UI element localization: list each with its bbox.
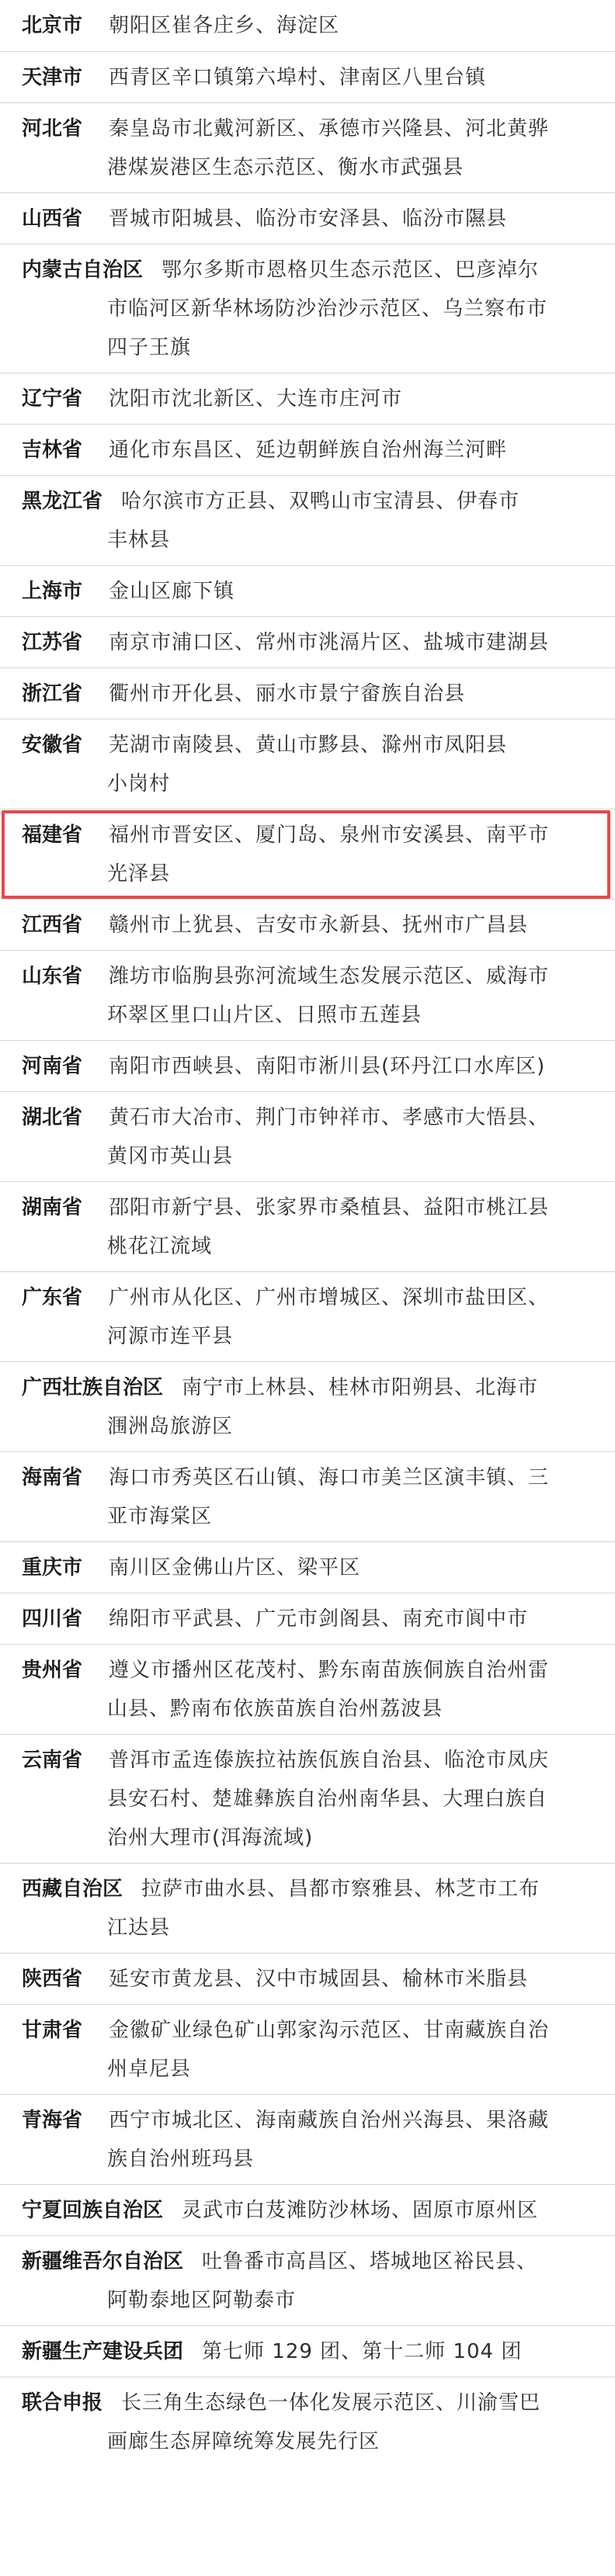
list-row [0, 2094, 615, 2184]
province-label: 安徽省 [22, 733, 83, 757]
province-label: 湖南省 [22, 1196, 83, 1219]
province-label: 辽宁省 [22, 387, 83, 411]
province-label: 新疆维吾尔自治区 [22, 2250, 184, 2273]
list-row [0, 1091, 615, 1181]
list-row [0, 616, 615, 667]
site-locations: 鄂尔多斯市恩格贝生态示范区、巴彦淖尔 市临河区新华林场防沙治沙示范区、乌兰察布市 四子王旗 [107, 258, 548, 359]
province-label: 吉林省 [22, 439, 83, 462]
list-row [0, 2184, 615, 2235]
province-label: 广西壮族自治区 [22, 1376, 164, 1399]
site-locations: 金山区廊下镇 [109, 580, 235, 603]
list-row [0, 1271, 615, 1361]
list-row [0, 1644, 615, 1734]
list-row [0, 475, 615, 565]
site-locations: 遵义市播州区花茂村、黔东南苗族侗族自治州雷 山县、黔南布依族苗族自治州荔波县 [107, 1659, 550, 1721]
list-row [0, 950, 615, 1040]
province-label: 内蒙古自治区 [22, 258, 144, 282]
list-row [0, 244, 615, 373]
list-row [0, 51, 615, 102]
province-label: 宁夏回族自治区 [22, 2199, 164, 2222]
site-locations: 福州市晋安区、厦门岛、泉州市安溪县、南平市 光泽县 [107, 823, 550, 886]
site-locations: 沈阳市沈北新区、大连市庄河市 [109, 387, 403, 411]
site-locations: 长三角生态绿色一体化发展示范区、川渝雪巴 画廊生态屏障统筹发展先行区 [107, 2391, 541, 2453]
province-label: 上海市 [22, 580, 83, 603]
province-label: 陕西省 [22, 1968, 83, 1991]
site-locations: 拉萨市曲水县、昌都市察雅县、林芝市工布 江达县 [107, 1877, 540, 1940]
province-label: 浙江省 [22, 682, 83, 706]
site-locations: 金徽矿业绿色矿山郭家沟示范区、甘南藏族自治 州卓尼县 [107, 2019, 550, 2081]
site-locations: 邵阳市新宁县、张家界市桑植县、益阳市桃江县 桃花江流域 [107, 1196, 550, 1258]
list-row [0, 1451, 615, 1541]
province-label: 黑龙江省 [22, 490, 103, 513]
list-row [0, 1863, 615, 1953]
site-locations: 西宁市城北区、海南藏族自治州兴海县、果洛藏 族自治州班玛县 [107, 2109, 550, 2171]
site-locations: 灵武市白芨滩防沙林场、固原市原州区 [182, 2199, 539, 2222]
list-row [0, 2004, 615, 2094]
province-label: 甘肃省 [22, 2019, 83, 2042]
site-locations: 通化市东昌区、延边朝鲜族自治州海兰河畔 [109, 439, 508, 462]
province-label: 青海省 [22, 2109, 83, 2132]
province-label: 西藏自治区 [22, 1877, 123, 1901]
list-row [0, 102, 615, 192]
site-locations: 延安市黄龙县、汉中市城固县、榆林市米脂县 [109, 1968, 529, 1991]
list-row [0, 719, 615, 809]
list-row [0, 1734, 615, 1863]
site-locations: 西青区辛口镇第六埠村、津南区八里台镇 [109, 66, 487, 89]
list-row [0, 1541, 615, 1593]
province-label: 湖北省 [22, 1106, 83, 1129]
highlight-box [2, 810, 610, 899]
province-label: 河南省 [22, 1055, 83, 1078]
list-row [0, 2325, 615, 2377]
list-row [0, 667, 615, 719]
site-locations: 广州市从化区、广州市增城区、深圳市盐田区、 河源市连平县 [107, 1286, 550, 1348]
list-row [0, 1593, 615, 1644]
site-locations: 海口市秀英区石山镇、海口市美兰区演丰镇、三 亚市海棠区 [107, 1466, 550, 1528]
site-locations: 晋城市阳城县、临汾市安泽县、临汾市隰县 [109, 207, 508, 231]
list-row [0, 565, 615, 616]
site-locations: 黄石市大冶市、荆门市钟祥市、孝感市大悟县、 黄冈市英山县 [107, 1106, 550, 1168]
site-locations: 芜湖市南陵县、黄山市黟县、滁州市凤阳县 小岗村 [107, 733, 508, 796]
province-label: 山西省 [22, 207, 83, 231]
province-label: 河北省 [22, 117, 83, 140]
province-label: 贵州省 [22, 1659, 83, 1682]
site-locations: 南阳市西峡县、南阳市淅川县(环丹江口水库区) [109, 1055, 546, 1078]
site-locations: 衢州市开化县、丽水市景宁畲族自治县 [109, 682, 466, 706]
list-row [0, 899, 615, 950]
list-row [0, 2235, 615, 2325]
list-row [0, 2377, 615, 2467]
site-locations: 朝阳区崔各庄乡、海淀区 [109, 14, 340, 37]
site-locations: 第七师 129 团、第十二师 104 团 [202, 2340, 523, 2363]
province-label: 四川省 [22, 1607, 83, 1631]
province-label: 广东省 [22, 1286, 83, 1309]
site-locations: 吐鲁番市高昌区、塔城地区裕民县、 阿勒泰地区阿勒泰市 [107, 2250, 538, 2312]
list-row [0, 1040, 615, 1091]
list-row [0, 373, 615, 424]
site-locations: 哈尔滨市方正县、双鸭山市宝清县、伊春市 丰林县 [107, 490, 520, 552]
site-locations: 绵阳市平武县、广元市剑阁县、南充市阆中市 [109, 1607, 529, 1631]
site-locations: 南京市浦口区、常州市洮滆片区、盐城市建湖县 [109, 631, 550, 654]
list-row [0, 1181, 615, 1271]
site-locations: 南川区金佛山片区、梁平区 [109, 1556, 361, 1579]
province-label: 北京市 [22, 14, 83, 37]
province-label: 重庆市 [22, 1556, 83, 1579]
site-locations: 潍坊市临朐县弥河流域生态发展示范区、威海市 环翠区里口山片区、日照市五莲县 [107, 965, 550, 1027]
site-locations: 赣州市上犹县、吉安市永新县、抚州市广昌县 [109, 914, 529, 937]
province-label: 联合申报 [22, 2391, 103, 2415]
site-locations: 普洱市孟连傣族拉祜族佤族自治县、临沧市凤庆 县安石村、楚雄彝族自治州南华县、大理白族自 治州大理市(洱海流域) [107, 1749, 550, 1850]
province-label: 福建省 [22, 823, 83, 847]
province-label: 新疆生产建设兵团 [22, 2340, 184, 2363]
province-label: 江苏省 [22, 631, 83, 654]
list-row [0, 0, 615, 51]
province-label: 海南省 [22, 1466, 83, 1489]
site-locations: 秦皇岛市北戴河新区、承德市兴隆县、河北黄骅 港煤炭港区生态示范区、衡水市武强县 [107, 117, 550, 179]
list-row [0, 1953, 615, 2004]
province-label: 江西省 [22, 914, 83, 937]
list-row [0, 192, 615, 244]
province-label: 天津市 [22, 66, 83, 89]
province-label: 云南省 [22, 1749, 83, 1772]
site-locations: 南宁市上林县、桂林市阳朔县、北海市 涠洲岛旅游区 [107, 1376, 539, 1438]
list-row [0, 1361, 615, 1451]
province-label: 山东省 [22, 965, 83, 988]
list-row [0, 424, 615, 475]
